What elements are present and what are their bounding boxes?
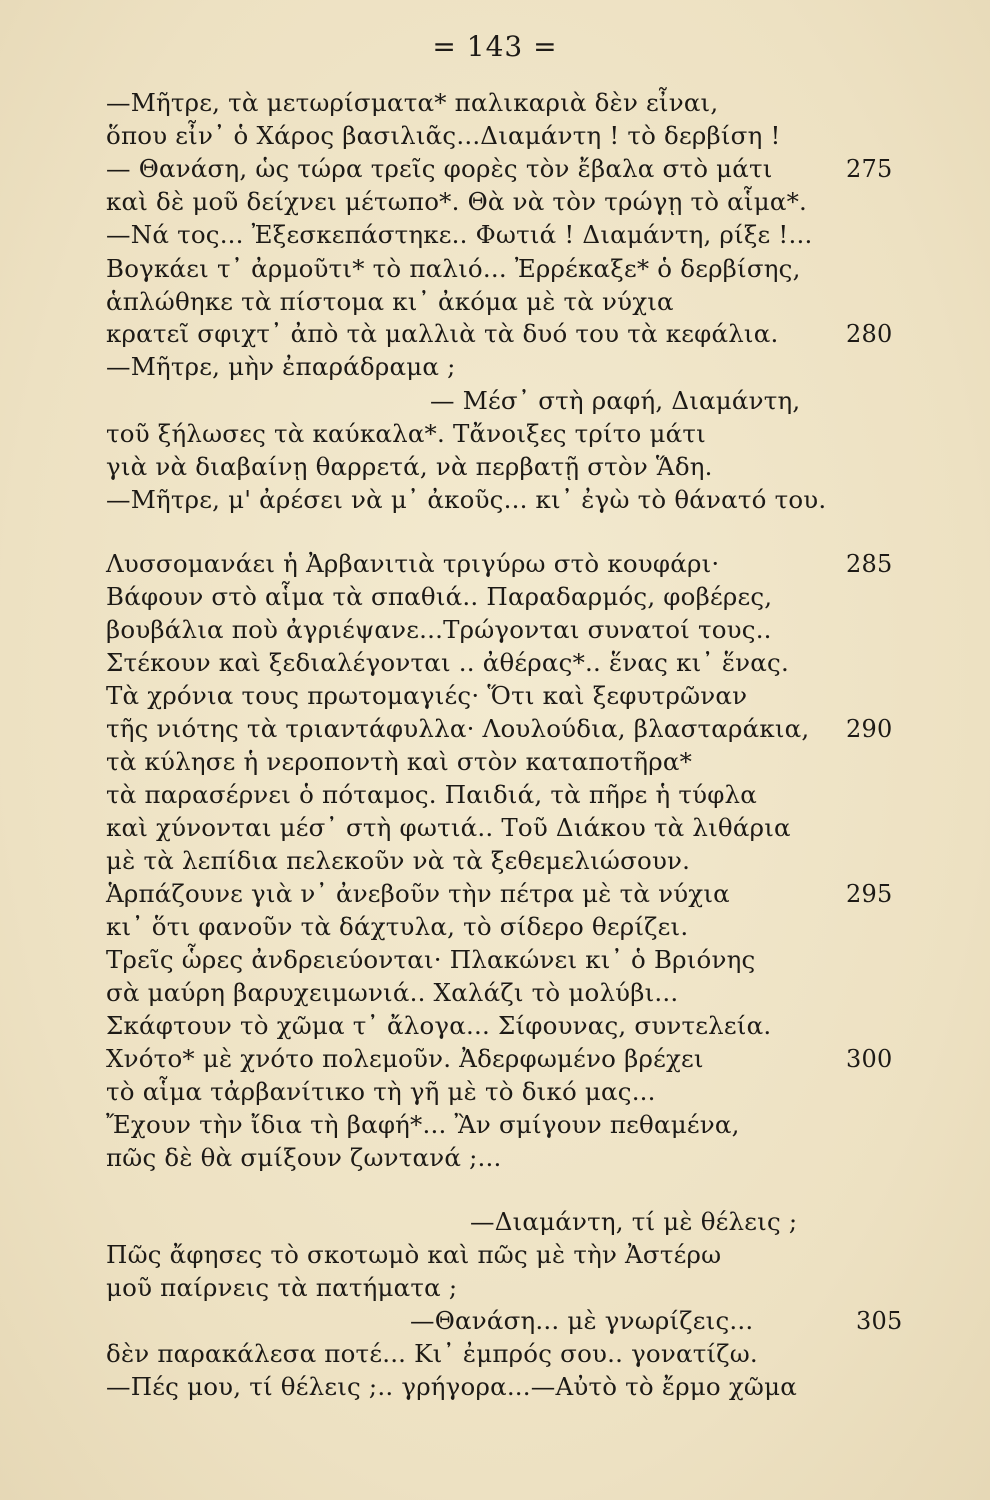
line-number: 285	[846, 550, 893, 578]
verse-line: κρατεῖ σφιχτ᾿ ἀπὸ τὰ μαλλιὰ τὰ δυό του τὰ κεφάλια. 280	[106, 317, 778, 351]
verse-line: τῆς νιότης τὰ τριαντάφυλλα· Λουλούδια, βλασταράκια, 290	[106, 712, 809, 746]
verse-line: Λυσσομανάει ἡ Ἀρβανιτιὰ τριγύρω στὸ κουφάρι· 285	[106, 547, 719, 581]
verse-line: —Νά τος... Ἐξεσκεπάστηκε.. Φωτιά ! Διαμάντη, ρίξε !...	[106, 220, 813, 249]
verse-line: —Μῆτρε, τὰ μετωρίσματα* παλικαριὰ δὲν εἶναι,	[106, 88, 719, 117]
verse-line: μὲ τὰ λεπίδια πελεκοῦν νὰ τὰ ξεθεμελιώσουν.	[106, 846, 691, 875]
verse-line: — Θανάση, ὡς τώρα τρεῖς φορὲς τὸν ἔβαλα στὸ μάτι 275	[106, 152, 773, 186]
line-number: 275	[846, 155, 893, 183]
verse-line: καὶ δὲ μοῦ δείχνει μέτωπο*. Θὰ νὰ τὸν τρώγῃ τὸ αἷμα*.	[106, 187, 808, 216]
verse-line: δὲν παρακάλεσα ποτέ... Κι᾿ ἐμπρός σου.. γονατίζω.	[106, 1339, 758, 1368]
verse-line: ὅπου εἶν᾿ ὁ Χάρος βασιλιᾶς...Διαμάντη ! τὸ δερβίση !	[106, 121, 781, 150]
verse-line: Βάφουν στὸ αἷμα τὰ σπαθιά.. Παραδαρμός, φοβέρες,	[106, 582, 773, 611]
verse-line: κι᾿ ὅτι φανοῦν τὰ δάχτυλα, τὸ σίδερο θερίζει.	[106, 912, 689, 941]
verse-line: τοῦ ξήλωσες τὰ καύκαλα*. Τἄνοιξες τρίτο μάτι	[106, 419, 706, 448]
verse-line: Ἔχουν τὴν ἴδια τὴ βαφή*... Ἂν σμίγουν πεθαμένα,	[106, 1110, 740, 1139]
line-number: 280	[846, 320, 893, 348]
verse-line: Τρεῖς ὧρες ἀνδρειεύονται· Πλακώνει κι᾿ ὁ Βριόνης	[106, 945, 756, 974]
verse-line: μοῦ παίρνεις τὰ πατήματα ;	[106, 1273, 458, 1302]
verse-line: καὶ χύνονται μέσ᾿ στὴ φωτιά.. Τοῦ Διάκου τὰ λιθάρια	[106, 813, 791, 842]
verse-line: Τὰ χρόνια τους πρωτομαγιές· Ὅτι καὶ ξεφυτρῶναν	[106, 681, 748, 710]
verse-line: —Μῆτρε, μ' ἀρέσει νὰ μ᾿ ἀκοῦς... κι᾿ ἐγὼ τὸ θάνατό του.	[106, 485, 827, 514]
verse-line: Βογκάει τ᾿ ἀρμοῦτι* τὸ παλιό... Ἐρρέκαξε* ὁ δερβίσης,	[106, 254, 801, 283]
verse-line: τὰ κύλησε ἡ νεροποντὴ καὶ στὸν καταποτῆρα*	[106, 747, 693, 776]
verse-line: τὰ παρασέρνει ὁ πόταμος. Παιδιά, τὰ πῆρε ἡ τύφλα	[106, 780, 758, 809]
page-number: = 143 =	[432, 30, 558, 63]
verse-line: γιὰ νὰ διαβαίνῃ θαρρετά, νὰ περβατῇ στὸν Ἅδη.	[106, 452, 713, 481]
verse-line: —Μῆτρε, μὴν ἐπαράδραμα ;	[106, 352, 456, 381]
verse-line: τὸ αἷμα τἀρβανίτικο τὴ γῆ μὲ τὸ δικό μας...	[106, 1077, 656, 1106]
line-number: 290	[846, 715, 893, 743]
verse-line: Χνότο* μὲ χνότο πολεμοῦν. Ἀδερφωμένο βρέχει 300	[106, 1042, 704, 1076]
verse-line-indented: — Μέσ᾿ στὴ ραφή, Διαμάντη,	[430, 386, 801, 415]
verse-line: Σκάφτουν τὸ χῶμα τ᾿ ἄλογα... Σίφουνας, συντελεία.	[106, 1011, 772, 1040]
verse-line: —Πές μου, τί θέλεις ;.. γρήγορα...—Αὐτὸ τὸ ἔρμο χῶμα	[106, 1372, 797, 1401]
verse-line: Ἁρπάζουνε γιὰ ν᾿ ἀνεβοῦν τὴν πέτρα μὲ τὰ νύχια 295	[106, 877, 730, 911]
verse-line-indented: —Θανάση... μὲ γνωρίζεις... 305	[410, 1304, 753, 1338]
verse-line: πῶς δὲ θὰ σμίξουν ζωντανά ;...	[106, 1143, 502, 1172]
verse-line: Πῶς ἄφησες τὸ σκοτωμὸ καὶ πῶς μὲ τὴν Ἀστέρω	[106, 1240, 722, 1269]
verse-line: βουβάλια ποὺ ἀγριέψανε...Τρώγονται συνατοί τους..	[106, 615, 772, 644]
verse-line: σὰ μαύρη βαρυχειμωνιά.. Χαλάζι τὸ μολύβι...	[106, 978, 679, 1007]
line-number: 305	[856, 1307, 903, 1335]
verse-line: ἁπλώθηκε τὰ πίστομα κι᾿ ἀκόμα μὲ τὰ νύχια	[106, 287, 674, 316]
line-number: 300	[846, 1045, 893, 1073]
verse-line-indented: —Διαμάντη, τί μὲ θέλεις ;	[470, 1207, 798, 1236]
line-number: 295	[846, 880, 893, 908]
verse-line: Στέκουν καὶ ξεδιαλέγονται .. ἀθέρας*.. ἕνας κι᾿ ἕνας.	[106, 648, 789, 677]
